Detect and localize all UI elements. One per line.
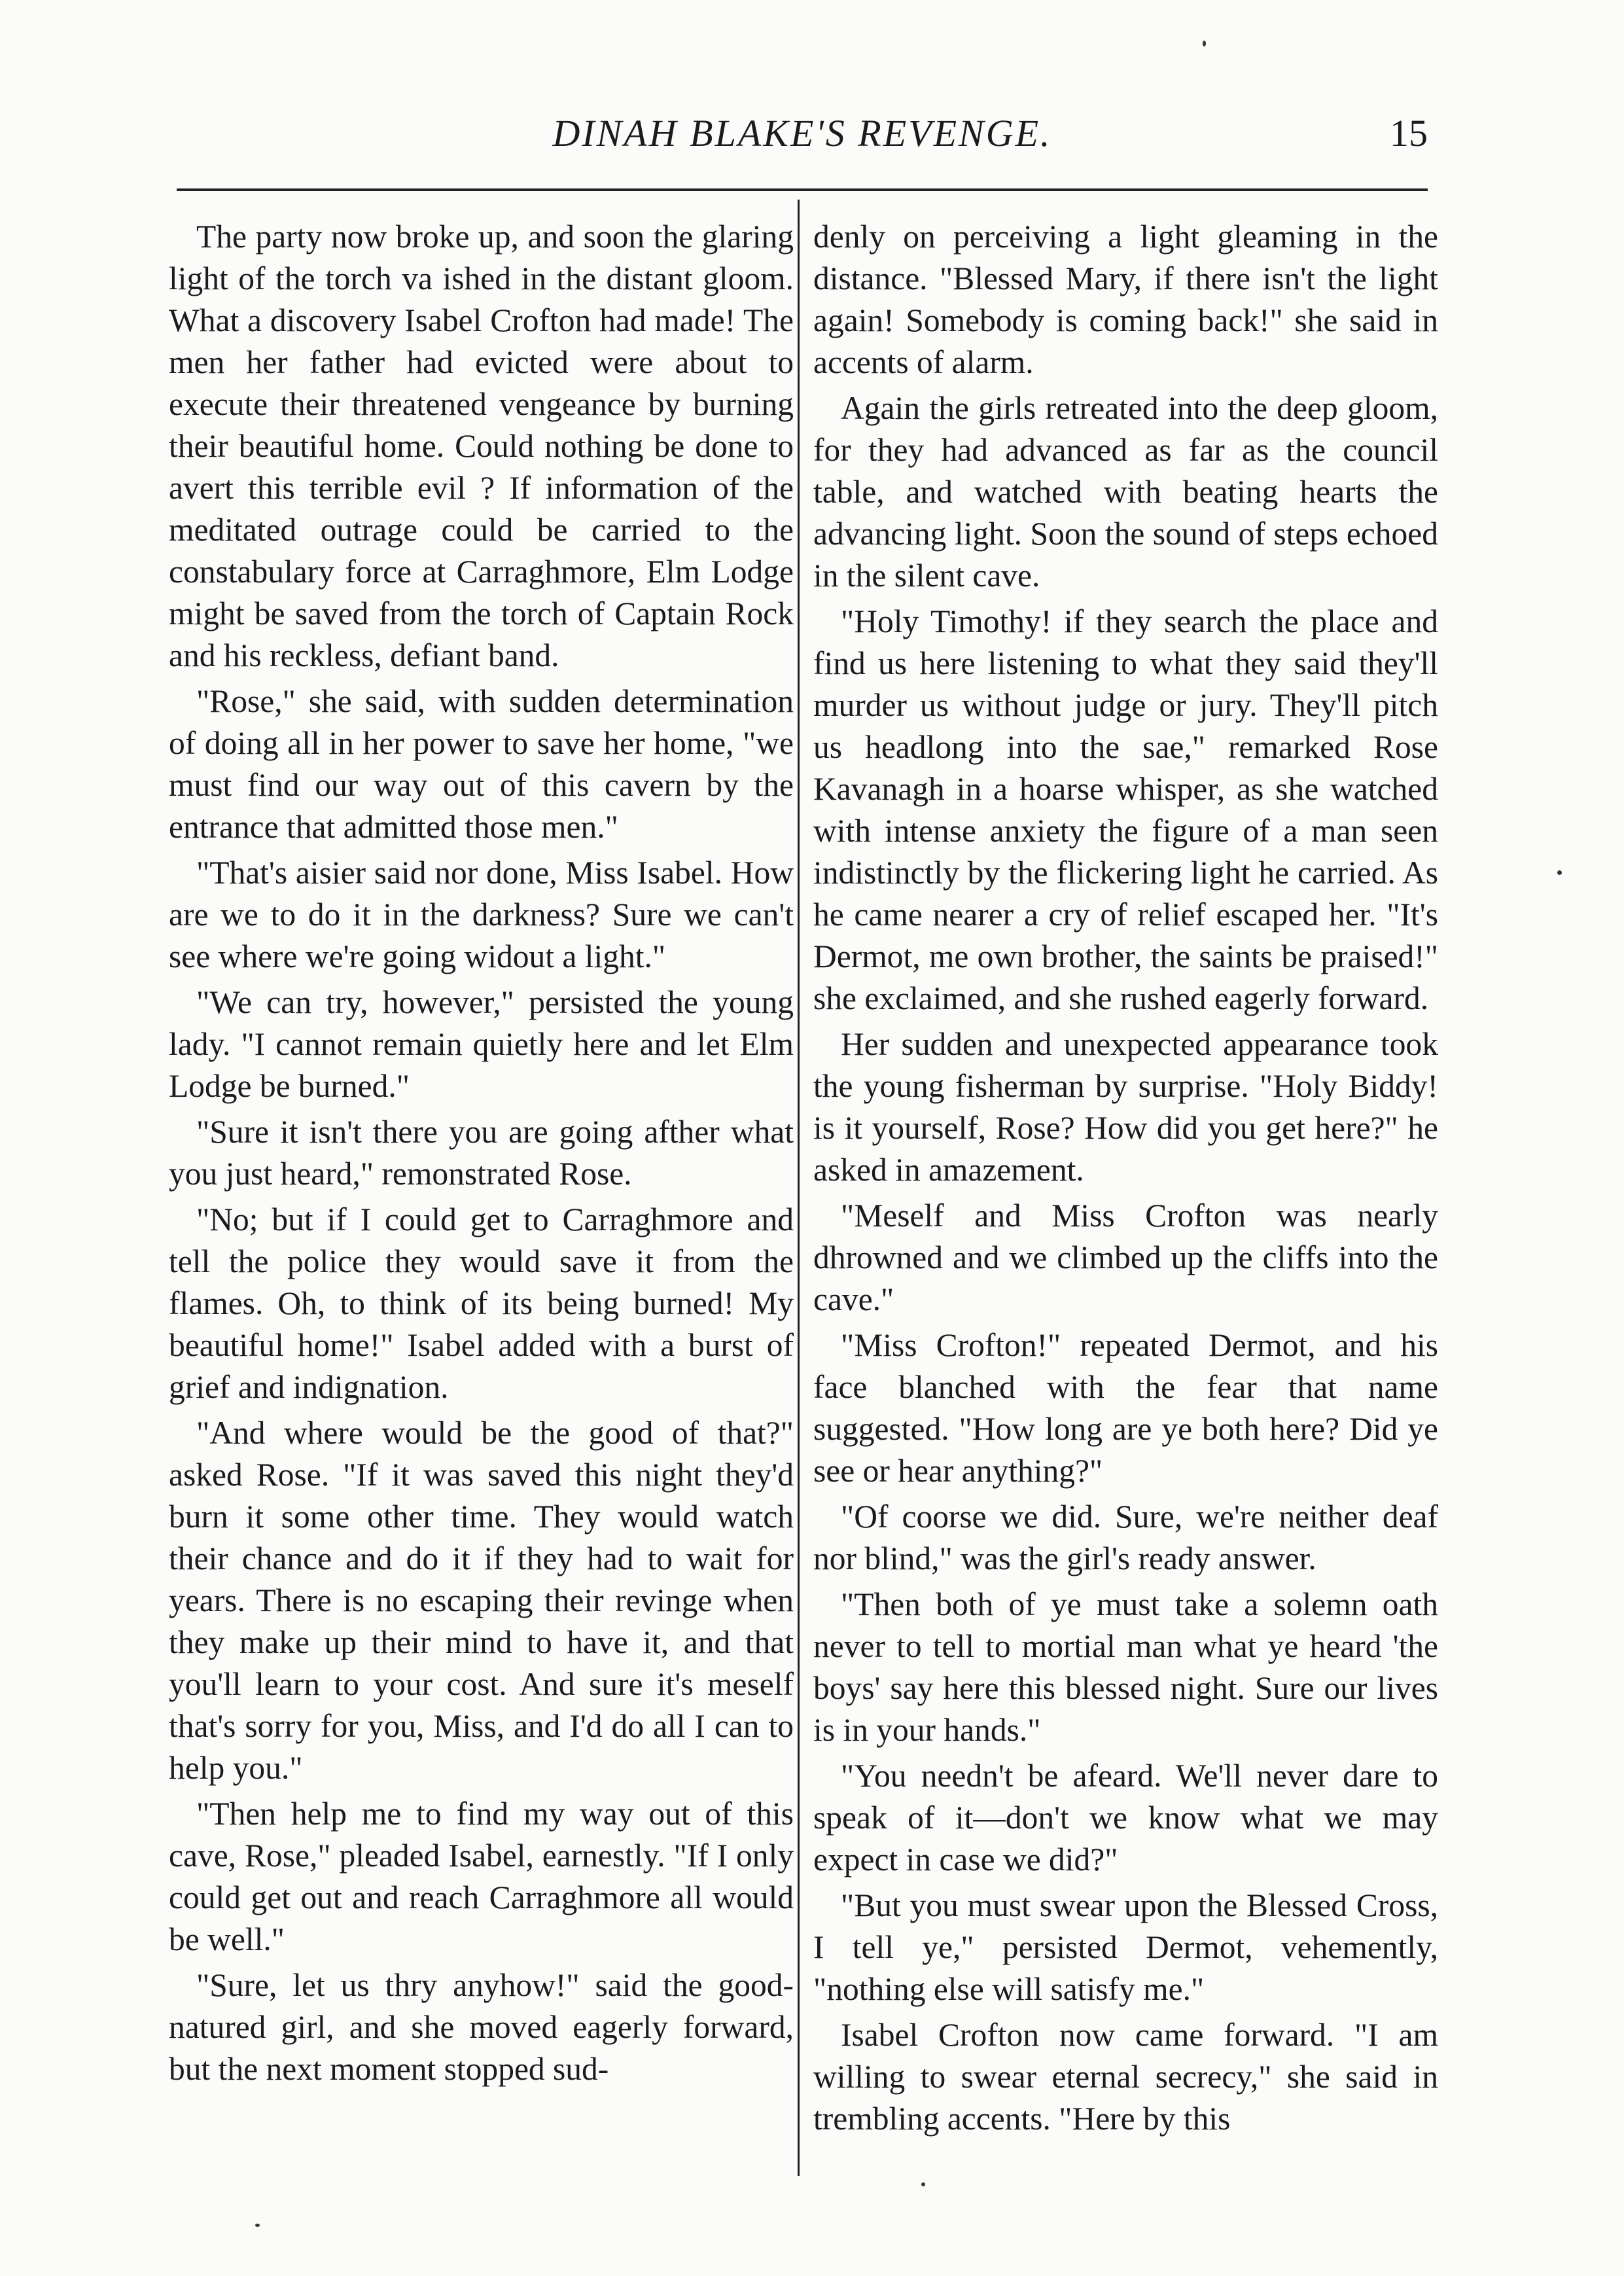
- print-speck: [921, 2182, 925, 2186]
- paragraph: "We can try, however," persisted the young lady. "I cannot remain quietly here and let Elm Lodge be burned.": [169, 984, 794, 1104]
- paragraph: "Then both of ye must take a solemn oath never to tell to mortial man what ye heard 'the boys' say here this blessed night. Sure our lives is in your hands.": [813, 1586, 1438, 1748]
- page-number: 15: [1390, 112, 1428, 154]
- page-header: [177, 111, 1428, 170]
- paragraph: denly on perceiving a light gleaming in the distance. "Blessed Mary, if there isn't the light again! Somebody is coming back!" she said in accents of alarm.: [813, 219, 1438, 380]
- paragraph: "Holy Timothy! if they search the place and find us here listening to what they said they'll murder us without judge or jury. They'll pitch us headlong into the sae," remarked Rose Kavanagh in a hoarse whisper, as she watched with intense anxiety the figure of a man seen indistinctly by the flickering light he carried. As he came nearer a cry of relief escaped her. "It's Dermot, me own brother, the saints be praised!" she exclaimed, and she rushed eagerly forward.: [813, 603, 1438, 1016]
- paragraph: "Then help me to find my way out of this cave, Rose," pleaded Isabel, earnestly. "If I only could get out and reach Carraghmore all would be well.": [169, 1796, 794, 1957]
- print-speck: [1203, 41, 1206, 46]
- paragraph: "Rose," she said, with sudden determination of doing all in her power to save her home, "we must find our way out of this cavern by the entrance that admitted those men.": [169, 683, 794, 845]
- paragraph: Again the girls retreated into the deep gloom, for they had advanced as far as the council table, and watched with beating hearts the advancing light. Soon the sound of steps echoed in the silent cave.: [813, 390, 1438, 594]
- running-title: DINAH BLAKE'S REVENGE.: [552, 112, 1052, 154]
- paragraph: The party now broke up, and soon the glaring light of the torch va ished in the distant gloom. What a discovery Isabel Crofton had made! The men her father had evicted were about to execute their threatened vengeance by burning their beautiful home. Could nothing be done to avert this terrible evil ? If information of the meditated outrage could be carried to the constabulary force at Carraghmore, Elm Lodge might be saved from the torch of Captain Rock and his reckless, defiant band.: [169, 219, 794, 673]
- paragraph: "That's aisier said nor done, Miss Isabel. How are we to do it in the darkness? Sure we can't see where we're going widout a light.": [169, 855, 794, 974]
- paragraph: "You needn't be afeard. We'll never dare to speak of it—don't we know what we may expect in case we did?": [813, 1758, 1438, 1877]
- right-column: [813, 216, 1438, 2144]
- left-column: [169, 216, 794, 2094]
- paragraph: Isabel Crofton now came forward. "I am willing to swear eternal secrecy," she said in trembling accents. "Here by this: [813, 2017, 1438, 2137]
- print-speck: [255, 2224, 260, 2227]
- paragraph: "No; but if I could get to Carraghmore and tell the police they would save it from the flames. Oh, to think of its being burned! My beautiful home!" Isabel added with a burst of grief and indignation.: [169, 1201, 794, 1405]
- paragraph: "Sure, let us thry anyhow!" said the good-natured girl, and she moved eagerly forward, but the next moment stopped sud-: [169, 1967, 794, 2087]
- header-rule: [177, 188, 1428, 191]
- paragraph: "And where would be the good of that?" asked Rose. "If it was saved this night they'd burn it some other time. They would watch their chance and do it if they had to wait for years. There is no escaping their revinge when they make up their mind to have it, and that you'll learn to your cost. And sure it's meself that's sorry for you, Miss, and I'd do all I can to help you.": [169, 1415, 794, 1786]
- paragraph: "Sure it isn't there you are going afther what you just heard," remonstrated Rose.: [169, 1114, 794, 1192]
- print-speck: [1557, 870, 1562, 875]
- paragraph: "But you must swear upon the Blessed Cross, I tell ye," persisted Dermot, vehemently, "nothing else will satisfy me.": [813, 1887, 1438, 2007]
- paragraph: Her sudden and unexpected appearance took the young fisherman by surprise. "Holy Biddy! is it yourself, Rose? How did you get here?" he asked in amazement.: [813, 1026, 1438, 1188]
- paragraph: "Of coorse we did. Sure, we're neither deaf nor blind," was the girl's ready answer.: [813, 1499, 1438, 1576]
- paragraph: "Meself and Miss Crofton was nearly dhrowned and we climbed up the cliffs into the cave.": [813, 1198, 1438, 1317]
- paragraph: "Miss Crofton!" repeated Dermot, and his face blanched with the fear that name suggested. "How long are ye both here? Did ye see or hear anything?": [813, 1327, 1438, 1489]
- column-divider: [798, 200, 800, 2176]
